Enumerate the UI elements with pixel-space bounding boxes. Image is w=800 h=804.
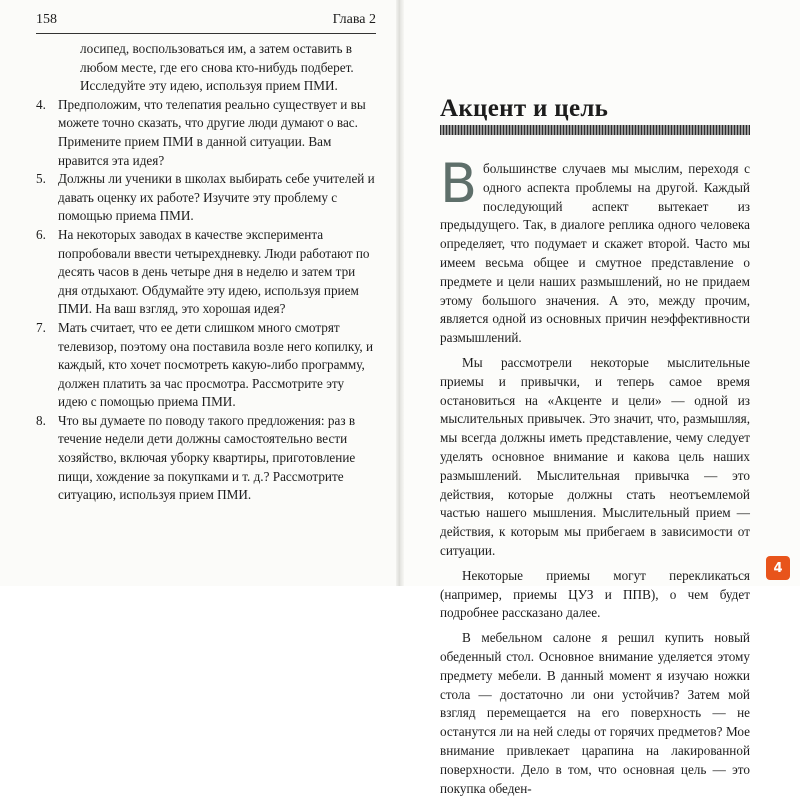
item-number: 8.	[36, 412, 46, 428]
running-head	[36, 12, 376, 34]
item-number: 4.	[36, 96, 46, 112]
exercise-list	[36, 40, 376, 505]
item-text: Мать считает, что ее дети слишком много смотрят телевизор, поэтому она поставила возле него копилку, и каждый, кто хочет посмотреть какую-либо программу, должен платить за час просмотра. Рассмотрите эту идею с помощью приема ПМИ.	[58, 319, 374, 410]
title-decoration-band	[440, 125, 750, 135]
page-number: 158	[36, 12, 57, 27]
item-text: лосипед, воспользоваться им, а затем оставить в любом месте, где его снова кто-нибудь подберет. Исследуйте эту идею, используя прием ПМИ.	[80, 41, 354, 94]
list-item	[36, 319, 376, 412]
drop-cap: В	[440, 152, 478, 215]
paragraph	[440, 152, 750, 348]
chapter-label: Глава 2	[332, 12, 376, 27]
paragraph: В мебельном салоне я решил купить новый обеденный стол. Основное внимание уделяется этому предмету мебели. В данный момент я изучаю ножки стола — достаточно ли они устойчив? Затем мой взгляд перемещается на его поверхность — не останутся ли на ней следы от горячих предметов? Мое внимание привлекает царапина на лакированной поверхности. Дело в том, что основная цель — это покупка обеден-	[440, 630, 750, 796]
item-text: Должны ли ученики в школах выбирать себе учителей и давать оценку их работе? Изучите эту проблему с помощью приема ПМИ.	[58, 171, 375, 224]
list-item	[36, 412, 376, 505]
paragraph-text: большинстве случаев мы мыслим, переходя с одного аспекта проблемы на другой. Каждый последующий аспект вытекает из предыдущего. Так, в диалоге реплика одного человека определяет, что подумает и скажет второй. Часто мы имеем весьма общее и смутное представление о предмете и цели наших размышлений, но не придаем этому большого значения. А это, между прочим, является одной из основных причин неэффективности размышлений.	[440, 161, 750, 346]
list-item	[36, 96, 376, 170]
item-text: Что вы думаете по поводу такого предложения: раз в течение недели дети должны самостоятельно вести хозяйство, включая уборку квартиры, приготовление пищи, хождение за покупками и т. д.? Рассмотрите ситуацию, используя прием ПМИ.	[58, 412, 356, 503]
item-text: На некоторых заводах в качестве эксперимента попробовали ввести четырехдневку. Люди работают по десять часов в день четыре дня в неделю и затем три дня отдыхают. Обдумайте эту идею, используя прием ПМИ. На ваш взгляд, это хорошая идея?	[58, 226, 370, 317]
item-number: 5.	[36, 171, 46, 187]
list-item	[36, 226, 376, 319]
list-item	[36, 170, 376, 226]
paragraph: Мы рассмотрели некоторые мыслительные приемы и привычки, и теперь самое время остановиться на «Акценте и цели» — одной из мыслительных привычек. Это значит, что, размышляя, мы всегда должны иметь представление, чему следует уделять основное внимание и какова цель наших размышлений. Мыслительная привычка — это действия, которые должны стать неотъемлемой частью нашего мышления. Мыслительный прием — действия, к которым мы прибегаем в зависимости от ситуации.	[440, 354, 750, 558]
paragraph: Некоторые приемы могут перекликаться (например, приемы ЦУЗ и ППВ), о чем будет подробнее рассказано далее.	[440, 567, 750, 621]
body-text	[440, 152, 750, 804]
item-number: 6.	[36, 226, 46, 242]
item-number: 7.	[36, 319, 46, 335]
header-rule	[36, 33, 376, 34]
watermark-badge: 4	[766, 556, 790, 580]
list-item	[58, 40, 376, 96]
item-text: Предположим, что телепатия реально существует и вы можете точно сказать, что другие люди думают о вас. Примените прием ПМИ в данной ситуации. Вам нравится эта идея?	[58, 96, 366, 168]
book-gutter	[396, 0, 404, 586]
section-title: Акцент и цель	[440, 95, 609, 122]
